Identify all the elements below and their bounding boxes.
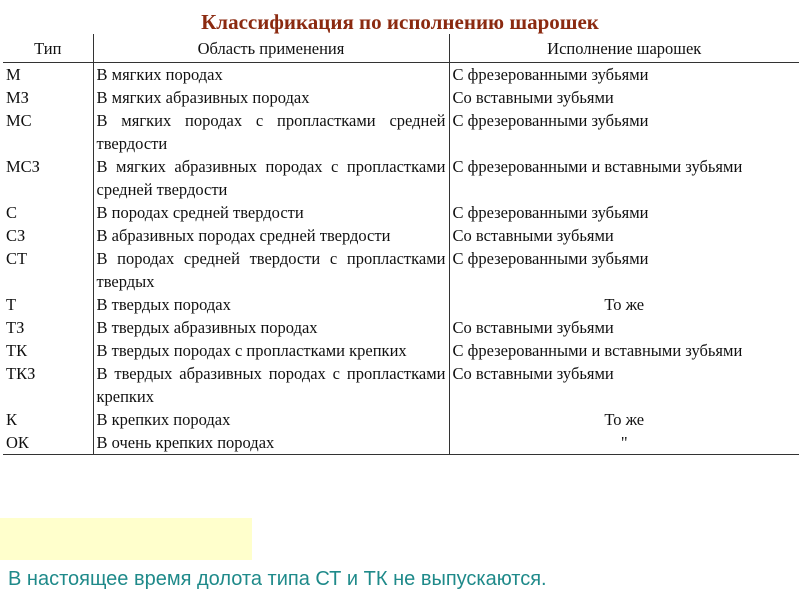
header-execution: Исполнение шарошек (449, 34, 799, 63)
cell-execution: " (449, 431, 799, 455)
highlight-box (0, 518, 252, 560)
cell-execution: С фрезерованными зубьями (452, 111, 649, 130)
cell-area: В твердых абразивных породах (93, 316, 449, 339)
table-row (3, 63, 799, 87)
cell-type: СЗ (3, 224, 93, 247)
cell-execution: С фрезерованными зубьями (452, 65, 649, 84)
table-body (3, 63, 799, 455)
cell-execution: То же (604, 410, 645, 429)
cell-type: СТ (3, 247, 93, 293)
cell-area: В твердых абразивных породах с пропластками крепких (93, 362, 449, 408)
cell-type: С (3, 201, 93, 224)
table-row (3, 408, 799, 431)
cell-area: В породах средней твердости (93, 201, 449, 224)
cell-type: ТК (3, 339, 93, 362)
cell-area: В мягких породах (93, 63, 449, 87)
table-row (3, 86, 799, 109)
table-row (3, 224, 799, 247)
classification-table (3, 34, 799, 455)
cell-execution: Со вставными зубьями (452, 88, 614, 107)
cell-area: В мягких абразивных породах с пропластками средней твердости (93, 155, 449, 201)
table-header-row (3, 34, 799, 63)
cell-area: В твердых породах с пропластками крепких (93, 339, 449, 362)
table-row (3, 293, 799, 316)
cell-area: В мягких абразивных породах (93, 86, 449, 109)
cell-type: МЗ (3, 86, 93, 109)
cell-area: В абразивных породах средней твердости (93, 224, 449, 247)
cell-type: МСЗ (3, 155, 93, 201)
cell-execution: Со вставными зубьями (452, 318, 614, 337)
footer-note: В настоящее время долота типа СТ и ТК не выпускаются. (8, 568, 547, 590)
classification-table-container (3, 34, 799, 455)
cell-type: ОК (3, 431, 93, 455)
cell-type: ТКЗ (3, 362, 93, 408)
cell-type: МС (3, 109, 93, 155)
cell-execution: С фрезерованными и вставными зубьями (452, 157, 743, 176)
cell-type: ТЗ (3, 316, 93, 339)
table-row (3, 339, 799, 362)
table-row (3, 316, 799, 339)
header-area: Область применения (93, 34, 449, 63)
header-type: Тип (3, 34, 93, 63)
cell-area: В крепких породах (93, 408, 449, 431)
cell-type: К (3, 408, 93, 431)
table-row (3, 431, 799, 455)
cell-execution: Со вставными зубьями (452, 364, 614, 383)
cell-execution: С фрезерованными зубьями (452, 249, 649, 268)
cell-type: Т (3, 293, 93, 316)
table-row (3, 247, 799, 293)
cell-execution: То же (604, 295, 645, 314)
cell-execution: Со вставными зубьями (452, 226, 614, 245)
table-row (3, 109, 799, 155)
cell-area: В породах средней твердости с пропластками твердых (93, 247, 449, 293)
table-row (3, 362, 799, 408)
cell-area: В твердых породах (93, 293, 449, 316)
page-title: Классификация по исполнению шарошек (201, 10, 599, 34)
cell-area: В мягких породах с пропластками средней твердости (93, 109, 449, 155)
cell-execution: С фрезерованными и вставными зубьями (452, 341, 743, 360)
cell-execution: С фрезерованными зубьями (452, 203, 649, 222)
cell-area: В очень крепких породах (93, 431, 449, 455)
cell-type: М (3, 63, 93, 87)
table-row (3, 201, 799, 224)
table-row (3, 155, 799, 201)
